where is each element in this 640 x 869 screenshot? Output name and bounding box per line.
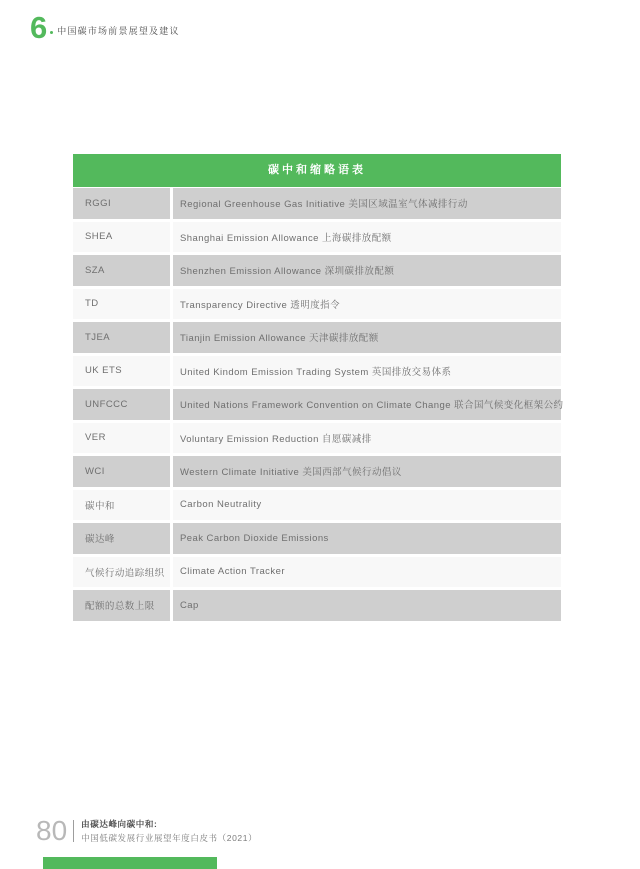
abbreviation-table — [73, 154, 564, 624]
definition-cell: Peak Carbon Dioxide Emissions — [180, 532, 329, 544]
abbr-cell: SZA — [73, 255, 173, 286]
abbr-cell: WCI — [73, 456, 173, 487]
abbr-cell: RGGI — [73, 188, 173, 219]
definition-cell: Shenzhen Emission Allowance 深圳碳排放配额 — [180, 266, 395, 278]
chapter-title: 中国碳市场前景展望及建议 — [57, 25, 180, 36]
table-row — [73, 557, 561, 588]
table-row — [73, 456, 561, 487]
chapter-header — [30, 12, 180, 43]
chapter-number: 6 — [30, 10, 47, 45]
footer-text — [81, 818, 257, 844]
abbr-cell: UK ETS — [73, 356, 173, 387]
abbr-cell: 碳中和 — [73, 490, 173, 521]
abbr-cell: SHEA — [73, 222, 173, 253]
table-title: 碳中和缩略语表 — [73, 154, 561, 187]
abbr-cell: 气候行动追踪组织 — [73, 557, 173, 588]
table-row — [73, 523, 561, 554]
table-row — [73, 590, 561, 621]
abbr-cell: VER — [73, 423, 173, 454]
abbr-cell: UNFCCC — [73, 389, 173, 420]
definition-cell: Regional Greenhouse Gas Initiative 美国区域温室气体减排行动 — [180, 199, 468, 211]
definition-cell: Cap — [180, 599, 199, 611]
definition-cell: United Nations Framework Convention on Climate Change 联合国气候变化框架公约 — [180, 400, 564, 412]
definition-cell: United Kindom Emission Trading System 英国排放交易体系 — [180, 366, 452, 378]
abbr-cell: 碳达峰 — [73, 523, 173, 554]
bottom-accent-bar — [43, 857, 217, 869]
definition-cell: Voluntary Emission Reduction 自愿碳减排 — [180, 433, 372, 445]
page-number: 80 — [36, 815, 68, 846]
footer-title-line2: 中国低碳发展行业展望年度白皮书（2021） — [81, 833, 258, 843]
page-footer — [36, 817, 257, 845]
definition-cell: Climate Action Tracker — [180, 566, 285, 578]
table-row — [73, 188, 561, 219]
definition-cell: Shanghai Emission Allowance 上海碳排放配额 — [180, 232, 392, 244]
abbr-cell: TD — [73, 289, 173, 320]
table-row — [73, 423, 561, 454]
abbr-cell: TJEA — [73, 322, 173, 353]
abbr-cell: 配额的总数上限 — [73, 590, 173, 621]
definition-cell: Western Climate Initiative 美国西部气候行动倡议 — [180, 467, 402, 479]
footer-divider — [73, 820, 74, 842]
table-body — [73, 188, 564, 621]
table-row — [73, 490, 561, 521]
chapter-bullet-icon — [50, 31, 53, 34]
table-row — [73, 322, 561, 353]
footer-title-line1: 由碳达峰向碳中和: — [81, 819, 158, 829]
definition-cell: Carbon Neutrality — [180, 499, 262, 511]
table-row — [73, 222, 561, 253]
table-row — [73, 289, 561, 320]
definition-cell: Transparency Directive 透明度指令 — [180, 299, 341, 311]
table-row — [73, 389, 564, 420]
table-row — [73, 356, 561, 387]
table-row — [73, 255, 561, 286]
definition-cell: Tianjin Emission Allowance 天津碳排放配额 — [180, 333, 379, 345]
